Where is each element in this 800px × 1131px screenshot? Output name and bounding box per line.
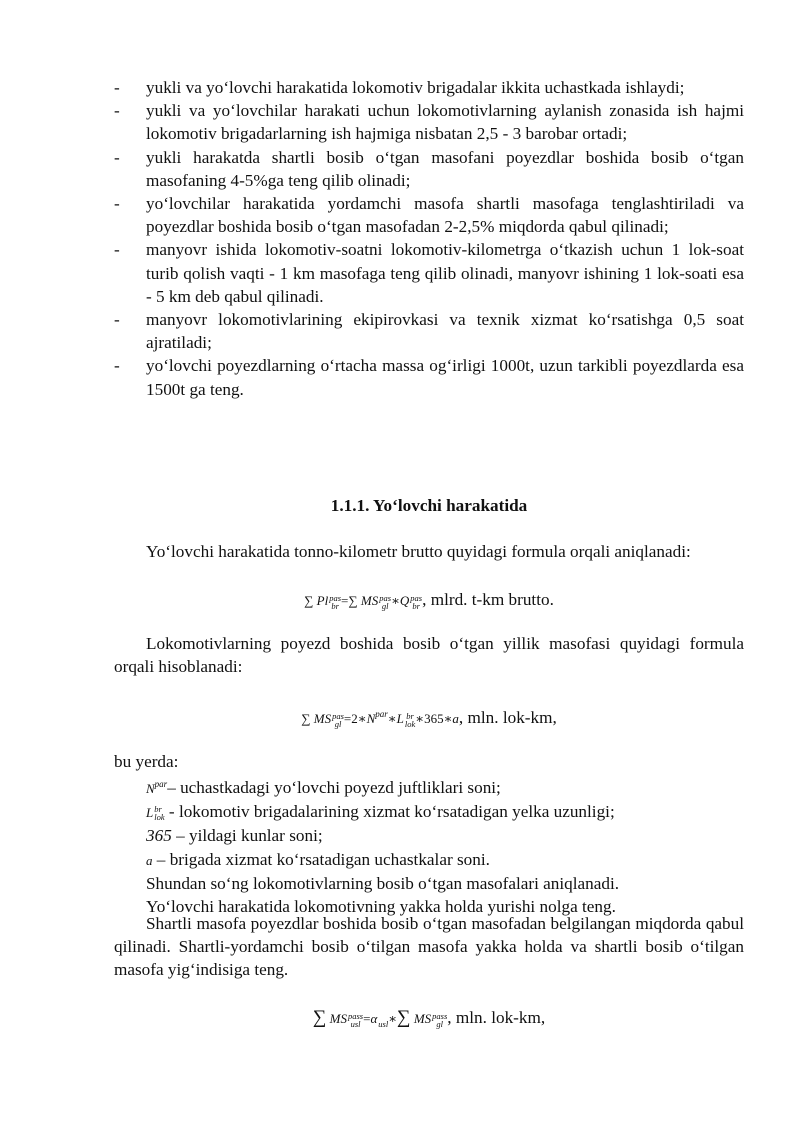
list-item [114, 238, 744, 308]
formula-sup: pas [379, 593, 392, 604]
bullet-dash: - [114, 147, 120, 167]
paragraph-annual-distance: Lokomotivlarning poyezd boshida bosib o‘tgan yillik masofasi quyidagi formula orqali hisoblanadi: [114, 634, 744, 677]
list-item [114, 99, 744, 145]
list-item [114, 192, 744, 238]
formula-indices [348, 1012, 363, 1028]
formula-var: α [370, 1011, 378, 1026]
formula-sub: gl [436, 1019, 444, 1030]
formula-sup: pas [329, 593, 342, 604]
formula-indices [432, 1012, 447, 1028]
definition-item [114, 824, 744, 847]
formula-var: MS [329, 1011, 347, 1026]
formula-sub: gl [381, 601, 389, 612]
where-label: bu yerda: [114, 752, 179, 771]
definition-text: – yildagi kunlar soni; [171, 826, 323, 846]
bullet-dash: - [114, 240, 120, 260]
formula-indices [405, 712, 415, 728]
definition-text: – uchastkadagi yo‘lovchi poyezd juftliklari soni; [167, 778, 501, 797]
list-item-text: manyovr lokomotivlarining ekipirovkasi va texnik xizmat ko‘rsatishga 0,5 soat ajratiladi; [146, 310, 744, 353]
list-item-text: manyovr ishida lokomotiv-soatni lokomotiv-kilometrga o‘tkazish uchun 1 lok-soat turib qolish vaqti - 1 km masofaga teng qilib olinadi, manyovr ishining 1 lok-soati esa - 5 km deb qabul qilinadi. [146, 240, 744, 306]
formula-tonno-km [114, 588, 744, 612]
bullet-dash: - [114, 194, 120, 214]
formula-annual-distance [114, 703, 744, 730]
formula-var: MS [360, 593, 379, 608]
list-item-text: yo‘lovchi poyezdlarning o‘rtacha massa og‘irligi 1000t, uzun tarkibli poyezdlarda esa 1500t ga teng. [146, 356, 744, 399]
formula-sup: br [406, 711, 414, 722]
list-item [114, 354, 744, 400]
formula-indices [332, 712, 344, 728]
sigma-symbol: ∑ [301, 711, 311, 726]
formula-sub: br [331, 601, 339, 612]
formula-var: L [396, 711, 404, 726]
formula-sup: par [375, 709, 388, 719]
list-item [114, 308, 744, 354]
section-heading: 1.1.1. Yo‘lovchi harakatida [330, 496, 528, 515]
paragraph-intro: Yo‘lovchi harakatida tonno-kilometr brutto quyidagi formula orqali aniqlanadi: [146, 542, 691, 561]
assumptions-list [114, 76, 744, 401]
formula-expression [304, 593, 423, 612]
sigma-symbol: ∑ [397, 1007, 411, 1028]
formula-unit: , mln. lok-km, [458, 708, 557, 727]
formula-indices [329, 594, 341, 610]
equals-sign: = [363, 1011, 371, 1026]
definition-text: - lokomotiv brigadalarining xizmat ko‘rsatadigan yelka uzunligi; [164, 802, 615, 822]
formula-sub: lok [154, 812, 165, 823]
definition-symbol: a [146, 852, 153, 868]
formula-coef: ∗365∗ [415, 711, 453, 726]
formula-indices [154, 805, 164, 821]
formula-coef: =2∗ [343, 711, 367, 726]
times-sign: ∗ [387, 711, 397, 726]
text-line: Shundan so‘ng lokomotivlarning bosib o‘tgan masofalari aniqlanadi. [146, 873, 620, 893]
definition-text: – brigada xizmat ko‘rsatadigan uchastkalar soni. [152, 849, 490, 869]
text-line: Yo‘lovchi harakatida lokomotivning yakka holda yurishi nolga teng. [146, 897, 616, 917]
list-item-text: yukli harakatda shartli bosib o‘tgan masofani poyezdlar boshida bosib o‘tgan masofaning 4-5%ga teng qilib olinadi; [146, 147, 744, 190]
definition-symbol: N [146, 781, 155, 796]
list-item [114, 76, 744, 99]
formula-unit: , mln. lok-km, [447, 1008, 546, 1027]
list-item-text: yo‘lovchilar harakatida yordamchi masofa shartli masofaga tenglashtiriladi va poyezdlar boshida bosib o‘tgan masofadan 2-2,5% miqdorda qabul qilinadi; [146, 194, 744, 237]
formula-var: a [452, 711, 459, 726]
formula-var: Q [399, 593, 410, 608]
paragraph-conditional-distance: Shartli masofa poyezdlar boshida bosib o‘tgan masofadan belgilangan miqdorda qabul qilinadi. Shartli-yordamchi bosib o‘tilgan masofa yakka holda va shartli bosib o‘tilgan masofa yig‘indisiga teng. [114, 914, 744, 980]
formula-indices [378, 1012, 388, 1028]
bullet-dash: - [114, 356, 120, 376]
formula-sup: pass [347, 1011, 364, 1022]
formula-sup: pas [410, 593, 423, 604]
list-item-text: yukli va yo‘lovchilar harakati uchun lokomotivlarning aylanish zonasida ish hajmi lokomotiv brigadarlarning ish hajmiga nisbatan 2,5 - 3 barobar ortadi; [146, 101, 744, 144]
variable-definitions [114, 773, 744, 918]
sigma-symbol: ∑ [304, 593, 314, 608]
definition-item [114, 800, 744, 824]
formula-conditional-distance [114, 1006, 744, 1030]
formula-sub: usl [378, 1019, 389, 1030]
formula-var: MS [413, 1011, 432, 1026]
formula-var: Pl [316, 593, 329, 608]
bullet-dash: - [114, 101, 120, 121]
formula-sub: lok [404, 719, 416, 730]
formula-indices [379, 594, 391, 610]
formula-sup: pas [332, 711, 344, 722]
formula-var: N [366, 711, 376, 726]
sigma-symbol: ∑ [348, 593, 358, 608]
formula-sup: par [154, 779, 168, 789]
bullet-dash: - [114, 78, 120, 97]
equals-sign: = [341, 593, 349, 608]
list-item-text: yukli va yo‘lovchi harakatida lokomotiv brigadalar ikkita uchastkada ishlaydi; [146, 78, 685, 97]
formula-sub: usl [350, 1019, 361, 1030]
bullet-dash: - [114, 310, 120, 330]
definition-item [114, 773, 744, 800]
formula-var: MS [313, 711, 332, 726]
formula-sup: pass [432, 1011, 448, 1022]
sigma-symbol: ∑ [312, 1007, 327, 1028]
definition-item [114, 848, 744, 872]
formula-indices [410, 594, 422, 610]
times-sign: ∗ [391, 593, 400, 608]
formula-sub: gl [334, 719, 342, 730]
formula-unit: , mlrd. t-km brutto. [422, 590, 554, 609]
formula-sub: br [412, 601, 420, 612]
formula-expression [312, 1007, 448, 1030]
list-item [114, 146, 744, 192]
definition-symbol: L [146, 805, 154, 821]
formula-expression [301, 709, 459, 730]
formula-sup: br [154, 804, 162, 815]
definition-symbol: 365 [146, 826, 172, 846]
times-sign: ∗ [388, 1011, 398, 1026]
